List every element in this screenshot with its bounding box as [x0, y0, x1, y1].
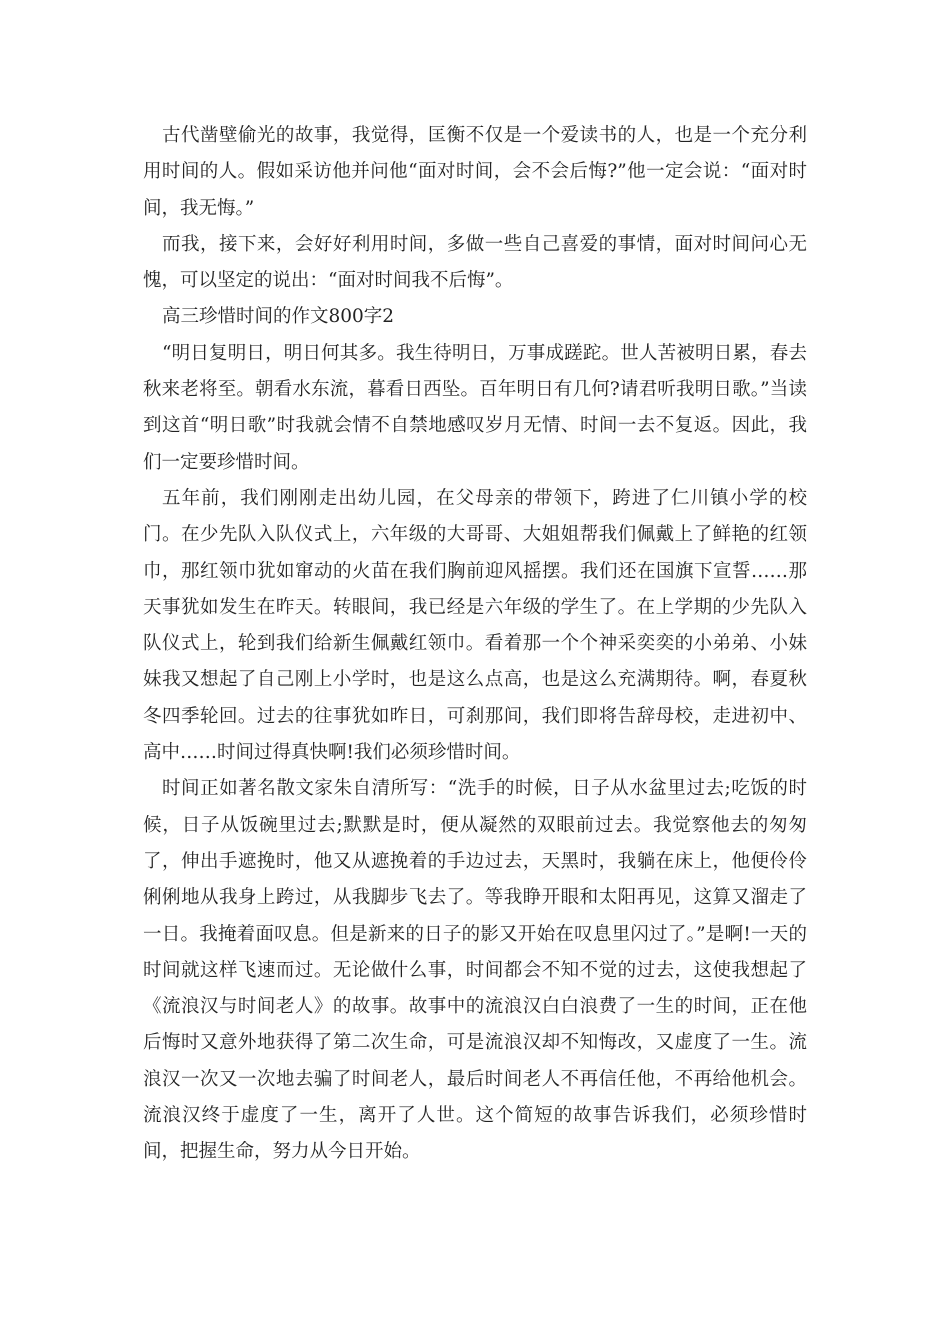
paragraph-five-years-ago: 五年前，我们刚刚走出幼儿园，在父母亲的带领下，跨进了仁川镇小学的校门。在少先队入队仪式上，六年级的大哥哥、大姐姐帮我们佩戴上了鲜艳的红领巾，那红领巾犹如窜动的火苗在我们胸前迎风摇摆。我们还在国旗下宣誓……那天事犹如发生在昨天。转眼间，我已经是六年级的学生了。在上学期的少先队入队仪式上，轮到我们给新生佩戴红领巾。看着那一个个神采奕奕的小弟弟、小妹妹我又想起了自己刚上小学时，也是这么点高，也是这么充满期待。啊，春夏秋冬四季轮回。过去的往事犹如昨日，可刹那间，我们即将告辞母校，走进初中、高中……时间过得真快啊!我们必须珍惜时间。: [143, 487, 807, 764]
paragraph-tomorrow-song: “明日复明日，明日何其多。我生待明日，万事成蹉跎。世人苦被明日累，春去秋来老将至。朝看水东流，暮看日西坠。百年明日有几何?请君听我明日歌。”当读到这首“明日歌”时我就会情不自禁地感叹岁月无情、时间一去不复返。因此，我们一定要珍惜时间。: [143, 342, 807, 473]
paragraph-no-regret: 而我，接下来，会好好利用时间，多做一些自己喜爱的事情，面对时间问心无愧，可以坚定的说出：“面对时间我不后悔”。: [143, 233, 807, 292]
paragraph-zhu-ziqing: 时间正如著名散文家朱自清所写：“洗手的时候，日子从水盆里过去;吃饭的时候，日子从饭碗里过去;默默是时，便从凝然的双眼前过去。我觉察他去的匆匆了，伸出手遮挽时，他又从遮挽着的手边过去，天黑时，我躺在床上，他便伶伶俐俐地从我身上跨过，从我脚步飞去了。等我睁开眼和太阳再见，这算又溜走了一日。我掩着面叹息。但是新来的日子的影又开始在叹息里闪过了。”是啊!一天的时间就这样飞速而过。无论做什么事，时间都会不知不觉的过去，这使我想起了《流浪汉与时间老人》的故事。故事中的流浪汉白白浪费了一生的时间，正在他后悔时又意外地获得了第二次生命，可是流浪汉却不知悔改，又虚度了一生。流浪汉一次又一次地去骗了时间老人，最后时间老人不再信任他，不再给他机会。流浪汉终于虚度了一生，离开了人世。这个简短的故事告诉我们，必须珍惜时间，把握生命，努力从今日开始。: [143, 778, 807, 1163]
paragraph-kuang-heng: 古代凿壁偷光的故事，我觉得，匡衡不仅是一个爱读书的人，也是一个充分利用时间的人。假如采访他并问他“面对时间，会不会后悔?”他一定会说：“面对时间，我无悔。”: [143, 125, 807, 219]
section-heading: 高三珍惜时间的作文800字2: [162, 306, 395, 328]
document-page: [143, 118, 807, 1171]
